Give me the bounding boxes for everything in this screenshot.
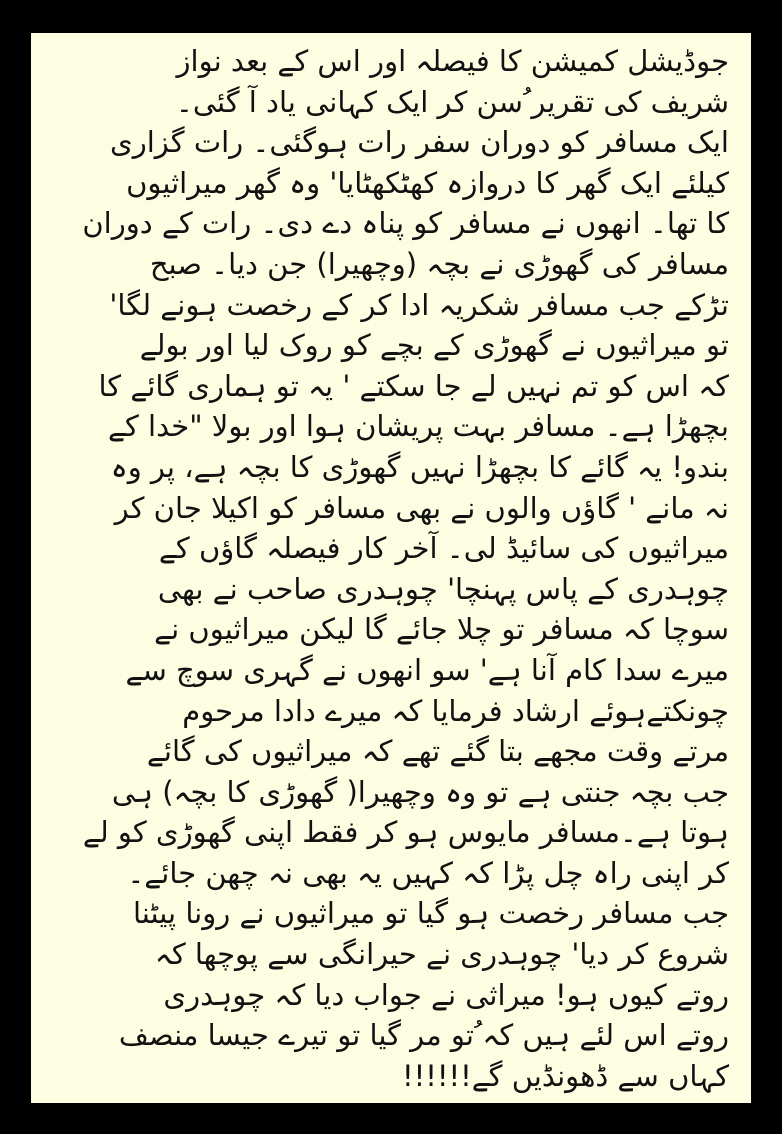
text-line: کیلئے ایک گھر کا دروازہ کھٹکھٹایا' وہ گھر میراثیوں (126, 165, 729, 200)
text-line: تو میراثیوں نے گھوڑی کے بچے کو روک لیا اور بولے (139, 328, 729, 363)
text-line: میرے سدا کام آنا ہے' سو انھوں نے گہری سوچ سے (125, 652, 729, 687)
text-line: روتے کیوں ہو! میراثی نے جواب دیا کہ چوہدری (163, 977, 729, 1012)
text-line: شریف کی تقریر ُسن کر ایک کہانی یاد آ گئی۔ (175, 84, 729, 119)
text-line: شروع کر دیا' چوہدری نے حیرانگی سے پوچھا کہ (154, 937, 729, 972)
text-line: سوچا کہ مسافر تو چلا جائے گا لیکن میراثیوں نے (154, 612, 729, 647)
text-line: تڑکے جب مسافر شکریہ ادا کر کے رخصت ہونے لگا' (109, 287, 729, 322)
text-line: کا تھا۔ انھوں نے مسافر کو پناہ دے دی۔ رات کے دوران (82, 206, 729, 241)
text-line: ہوتا ہے۔مسافر مایوس ہو کر فقط اپنی گھوڑی کو لے (82, 815, 729, 850)
text-line: کہ اس کو تم نہیں لے جا سکتے ' یہ تو ہماری گائے کا (98, 368, 729, 403)
text-line: نہ مانے ' گاؤں والوں نے بھی مسافر کو اکیلا جان کر (114, 490, 729, 525)
story-text (53, 41, 729, 1096)
text-line: جب بچہ جنتی ہے تو وہ وچھیرا( گھوڑی کا بچہ) ہی (111, 774, 729, 809)
text-line: جب مسافر رخصت ہو گیا تو میراثیوں نے رونا پیٹنا (132, 896, 729, 931)
text-line: چونکتےہوئے ارشاد فرمایا کہ میرے دادا مرحوم (182, 693, 729, 728)
text-line: روتے اس لئے ہیں کہ ُتو مر گیا تو تیرے جیسا منصف (118, 1018, 729, 1053)
text-line: چوہدری کے پاس پہنچا' چوہدری صاحب نے بھی (157, 571, 729, 606)
text-line: کر اپنی راہ چل پڑا کہ کہیں یہ بھی نہ چھن جائے۔ (127, 855, 729, 890)
text-line: بچھڑا ہے۔ مسافر بہت پریشان ہوا اور بولا "خدا کے (108, 409, 729, 444)
text-line: جوڈیشل کمیشن کا فیصلہ اور اس کے بعد نواز (176, 44, 729, 78)
text-line: بندو! یہ گائے کا بچھڑا نہیں گھوڑی کا بچہ ہے، پر وہ (110, 449, 729, 484)
text-line: مرتے وقت مجھے بتا گئے تھے کہ میراثیوں کی گائے (146, 734, 729, 769)
text-card (31, 33, 751, 1103)
text-line: مسافر کی گھوڑی نے بچہ (وچھیرا) جن دیا۔ صبح (149, 246, 729, 281)
text-line: کہاں سے ڈھونڈیں گے!!!!!! (401, 1058, 729, 1093)
text-line: ایک مسافر کو دوران سفر رات ہوگئی۔ رات گزاری (110, 125, 729, 160)
text-line: میراثیوں کی سائیڈ لی۔ آخر کار فیصلہ گاؤں کے (158, 531, 729, 566)
